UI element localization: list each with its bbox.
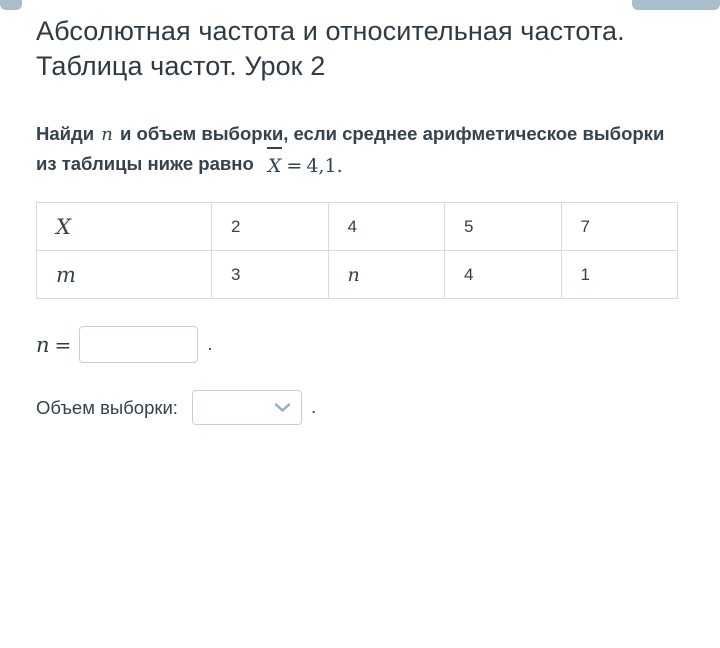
answer-n-row [36,326,684,363]
table-cell-m-3: 1 [561,251,678,299]
table-header-x: X [37,203,212,251]
table-cell-m-2: 4 [445,251,562,299]
chevron-down-icon [275,403,290,412]
table-cell-m-1: n [328,251,445,299]
table-row [37,251,678,299]
table-cell-x-2: 5 [445,203,562,251]
table-cell-m-0: 3 [212,251,329,299]
mean-value: 4,1 [306,155,337,178]
answer-volume-period: . [310,396,317,418]
mean-symbol: X [267,151,283,182]
task-text-part2: и объем выборки, если среднее арифметическое выборки из таблицы ниже равно [36,123,665,175]
page-title: Абсолютная частота и относительная частота. Таблица частот. Урок 2 [36,16,625,81]
answer-volume-label: Объем выборки: [36,396,178,418]
answer-n-label: n [36,332,50,357]
task-statement [36,119,676,180]
task-text-part1: Найди [36,123,95,145]
table-cell-x-0: 2 [212,203,329,251]
table-header-m: m [37,251,212,299]
answer-n-input[interactable] [79,326,198,363]
mean-expression [267,151,343,182]
table-cell-x-3: 7 [561,203,678,251]
mean-period: . [336,155,343,178]
table-row [37,203,678,251]
answer-n-equals: = [54,332,72,357]
frequency-table [36,202,678,299]
answer-n-period: . [207,333,213,355]
answer-volume-select[interactable] [192,390,302,425]
mean-equals: = [286,155,303,178]
task-variable-n: n [101,124,113,146]
answer-volume-row [36,390,684,425]
table-cell-x-1: 4 [328,203,445,251]
